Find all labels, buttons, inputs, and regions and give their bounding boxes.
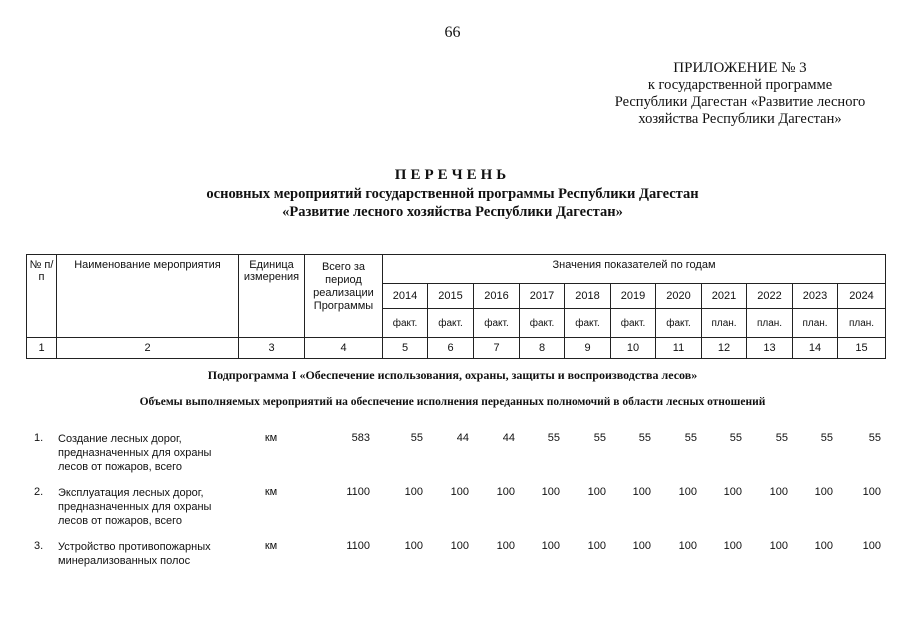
row-value: 100 <box>541 486 560 498</box>
type-cell: план. <box>747 309 793 338</box>
appendix-block <box>560 60 905 128</box>
col-header-total: Всего за период реализации Программы <box>305 255 383 338</box>
section-title: Объемы выполняемых мероприятий на обеспечение исполнения переданных полномочий в области лесных отношений <box>139 396 766 408</box>
document-title <box>0 165 905 221</box>
row-value: 100 <box>678 540 697 552</box>
row-value: 100 <box>450 540 469 552</box>
title-line: основных мероприятий государственной программы Республики Дагестан <box>206 186 699 202</box>
row-value: 55 <box>547 432 560 444</box>
subprogram-title: Подпрограмма I «Обеспечение использования, охраны, защиты и воспроизводства лесов» <box>207 368 698 382</box>
year-cell: 2015 <box>428 284 474 309</box>
row-value: 44 <box>456 432 469 444</box>
row-number: 3. <box>34 540 44 552</box>
year-cell: 2017 <box>520 284 565 309</box>
row-value: 100 <box>496 486 515 498</box>
row-total: 1100 <box>346 540 370 552</box>
row-value: 100 <box>723 540 742 552</box>
row-value: 100 <box>632 540 651 552</box>
row-value: 55 <box>820 432 833 444</box>
column-number-cell: 11 <box>656 338 702 359</box>
year-cell: 2021 <box>702 284 747 309</box>
column-number-cell: 7 <box>474 338 520 359</box>
appendix-line: к государственной программе <box>647 77 833 93</box>
row-value: 55 <box>684 432 697 444</box>
column-number-cell: 5 <box>383 338 428 359</box>
row-name: Создание лесных дорог, предназначенных для охраны лесов от пожаров, всего <box>58 433 212 473</box>
row-total: 583 <box>351 432 370 444</box>
row-value: 100 <box>862 486 881 498</box>
row-value: 100 <box>541 540 560 552</box>
row-value: 55 <box>638 432 651 444</box>
column-number-cell: 12 <box>702 338 747 359</box>
row-value: 55 <box>775 432 788 444</box>
column-number-cell: 6 <box>428 338 474 359</box>
row-value: 100 <box>587 486 606 498</box>
type-cell: план. <box>702 309 747 338</box>
year-cell: 2020 <box>656 284 702 309</box>
appendix-line: хозяйства Республики Дагестан» <box>638 111 842 127</box>
type-cell: факт. <box>656 309 702 338</box>
type-cell: факт. <box>428 309 474 338</box>
appendix-title: ПРИЛОЖЕНИЕ № 3 <box>673 60 807 76</box>
year-cell: 2022 <box>747 284 793 309</box>
row-value: 100 <box>632 486 651 498</box>
row-value: 100 <box>723 486 742 498</box>
type-cell: факт. <box>520 309 565 338</box>
year-cell: 2019 <box>611 284 656 309</box>
row-total: 1100 <box>346 486 370 498</box>
row-value: 44 <box>502 432 515 444</box>
row-value: 100 <box>814 486 833 498</box>
row-value: 55 <box>593 432 606 444</box>
row-value: 100 <box>404 486 423 498</box>
row-value: 55 <box>410 432 423 444</box>
year-cell: 2023 <box>793 284 838 309</box>
appendix-line: Республики Дагестан «Развитие лесного <box>614 94 866 110</box>
row-number: 2. <box>34 486 44 498</box>
row-value: 100 <box>404 540 423 552</box>
row-value: 100 <box>814 540 833 552</box>
column-number-cell: 3 <box>239 338 305 359</box>
header-table <box>26 254 886 359</box>
row-value: 100 <box>587 540 606 552</box>
year-cell: 2018 <box>565 284 611 309</box>
column-number-cell: 14 <box>793 338 838 359</box>
column-number-cell: 1 <box>27 338 57 359</box>
row-unit: км <box>264 486 278 498</box>
col-header-values: Значения показателей по годам <box>383 255 886 284</box>
column-number-cell: 9 <box>565 338 611 359</box>
row-value: 100 <box>862 540 881 552</box>
type-cell: факт. <box>383 309 428 338</box>
row-number: 1. <box>34 432 44 444</box>
col-header-unit: Единица измерения <box>239 255 305 338</box>
type-cell: факт. <box>474 309 520 338</box>
year-cell: 2014 <box>383 284 428 309</box>
column-number-cell: 13 <box>747 338 793 359</box>
column-number-cell: 4 <box>305 338 383 359</box>
row-value: 100 <box>769 486 788 498</box>
row-value: 55 <box>868 432 881 444</box>
row-value: 55 <box>729 432 742 444</box>
column-number-row <box>27 338 886 359</box>
row-name: Эксплуатация лесных дорог, предназначенных для охраны лесов от пожаров, всего <box>58 487 212 527</box>
year-cell: 2024 <box>838 284 886 309</box>
row-unit: км <box>264 540 278 552</box>
col-header-name: Наименование мероприятия <box>57 255 239 338</box>
row-name: Устройство противопожарных минерализованных полос <box>58 541 211 567</box>
type-cell: факт. <box>565 309 611 338</box>
row-value: 100 <box>496 540 515 552</box>
title-line: «Развитие лесного хозяйства Республики Дагестан» <box>282 204 623 220</box>
column-number-cell: 10 <box>611 338 656 359</box>
title-heading: ПЕРЕЧЕНЬ <box>394 167 511 183</box>
year-cell: 2016 <box>474 284 520 309</box>
row-value: 100 <box>450 486 469 498</box>
column-number-cell: 8 <box>520 338 565 359</box>
type-cell: план. <box>838 309 886 338</box>
row-unit: км <box>264 432 278 444</box>
column-number-cell: 2 <box>57 338 239 359</box>
row-value: 100 <box>678 486 697 498</box>
type-cell: факт. <box>611 309 656 338</box>
col-header-num: № п/п <box>27 255 57 338</box>
column-number-cell: 15 <box>838 338 886 359</box>
page-number: 66 <box>444 24 461 41</box>
type-cell: план. <box>793 309 838 338</box>
row-value: 100 <box>769 540 788 552</box>
